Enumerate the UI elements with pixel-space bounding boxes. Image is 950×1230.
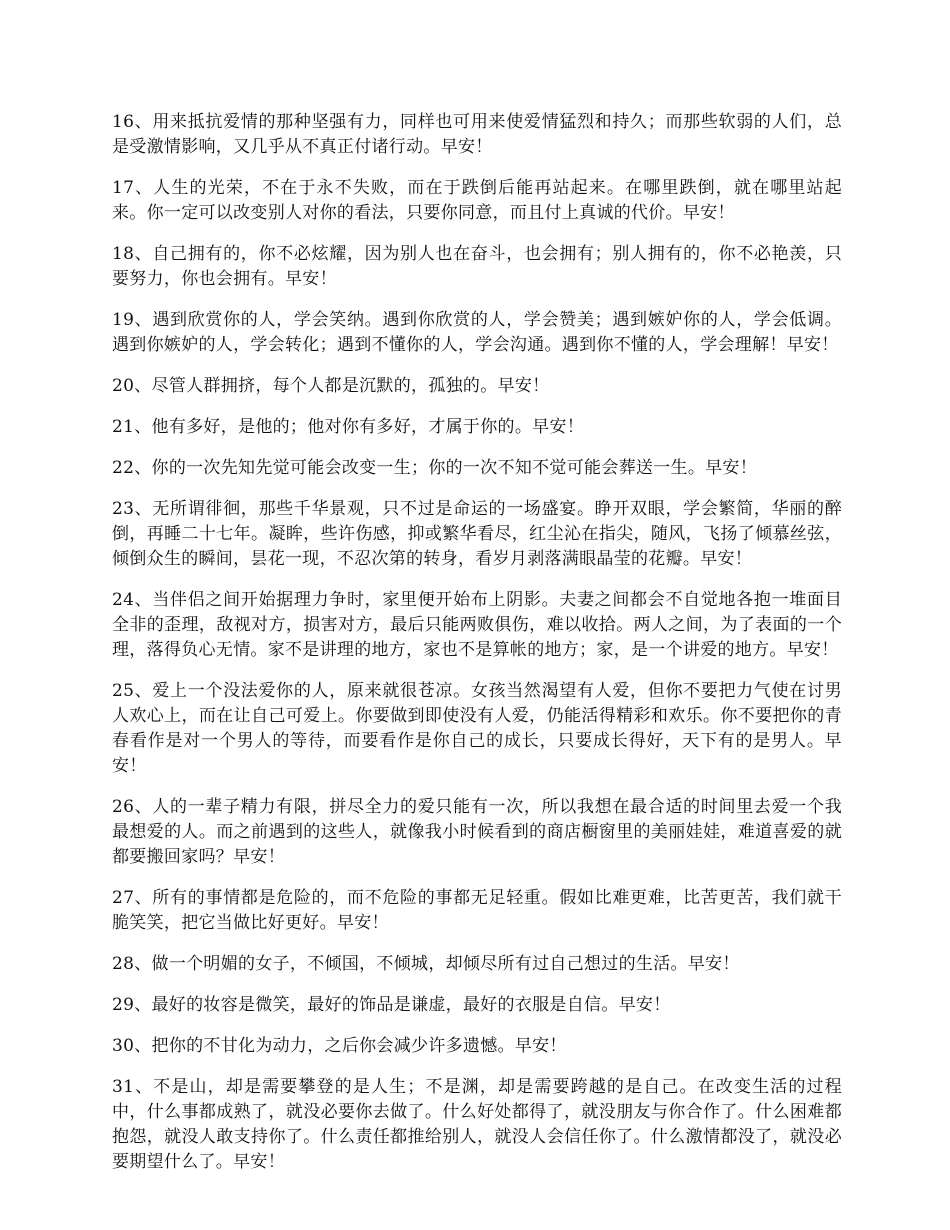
paragraph-29: 29、最好的妆容是微笑，最好的饰品是谦虚，最好的衣服是自信。早安！ bbox=[112, 995, 671, 1015]
paragraph-27: 27、所有的事情都是危险的，而不危险的事都无足轻重。假如比难更难，比苦更苦，我们就干脆笑笑，把它当做比好更好。早安！ bbox=[112, 888, 842, 933]
paragraph-25: 25、爱上一个没法爱你的人，原来就很苍凉。女孩当然渴望有人爱，但你不要把力气使在讨男人欢心上，而在让自己可爱上。你要做到即使没有人爱，仍能活得精彩和欢乐。你不要把你的青春看作是对一个男人的等待，而要看作是你自己的成长，只要成长得好，天下有的是男人。早安！ bbox=[112, 681, 842, 776]
paragraph-17: 17、人生的光荣，不在于永不失败，而在于跌倒后能再站起来。在哪里跌倒，就在哪里站起来。你一定可以改变别人对你的看法，只要你同意，而且付上真诚的代价。早安！ bbox=[112, 178, 842, 223]
paragraph-31: 31、不是山，却是需要攀登的是人生；不是渊，却是需要跨越的是自己。在改变生活的过程中，什么事都成熟了，就没必要你去做了。什么好处都得了，就没朋友与你合作了。什么困难都抱怨，就没人敢支持你了。什么责任都推给别人，就没人会信任你了。什么激情都没了，就没必要期望什么了。早安！ bbox=[112, 1077, 842, 1172]
paragraph-26: 26、人的一辈子精力有限，拼尽全力的爱只能有一次，所以我想在最合适的时间里去爱一个我最想爱的人。而之前遇到的这些人，就像我小时候看到的商店橱窗里的美丽娃娃，难道喜爱的就都要搬回家吗？早安！ bbox=[112, 797, 842, 867]
paragraph-19: 19、遇到欣赏你的人，学会笑纳。遇到你欣赏的人，学会赞美；遇到嫉妒你的人，学会低调。遇到你嫉妒的人，学会转化；遇到不懂你的人，学会沟通。遇到你不懂的人，学会理解！早安！ bbox=[112, 310, 842, 355]
document-body bbox=[112, 110, 842, 1191]
paragraph-24: 24、当伴侣之间开始据理力争时，家里便开始布上阴影。夫妻之间都会不自觉地各抱一堆面目全非的歪理，敌视对方，损害对方，最后只能两败俱伤，难以收拾。两人之间，为了表面的一个理，落得负心无情。家不是讲理的地方，家也不是算帐的地方；家，是一个讲爱的地方。早安！ bbox=[112, 590, 842, 660]
paragraph-23: 23、无所谓徘徊，那些千华景观，只不过是命运的一场盛宴。睁开双眼，学会繁简，华丽的醉倒，再睡二十七年。凝眸，些许伤感，抑或繁华看尽，红尘沁在指尖，随风，飞扬了倾慕丝弦，倾倒众生的瞬间，昙花一现，不忍次第的转身，看岁月剥落满眼晶莹的花瓣。早安！ bbox=[112, 499, 842, 569]
paragraph-22: 22、你的一次先知先觉可能会改变一生；你的一次不知不觉可能会葬送一生。早安！ bbox=[112, 458, 758, 478]
paragraph-30: 30、把你的不甘化为动力，之后你会减少许多遗憾。早安！ bbox=[112, 1036, 567, 1056]
paragraph-28: 28、做一个明媚的女子，不倾国，不倾城，却倾尽所有过自己想过的生活。早安！ bbox=[112, 954, 740, 974]
paragraph-16: 16、用来抵抗爱情的那种坚强有力，同样也可用来使爱情猛烈和持久；而那些软弱的人们，总是受激情影响，又几乎从不真正付诸行动。早安！ bbox=[112, 112, 842, 157]
paragraph-20: 20、尽管人群拥挤，每个人都是沉默的，孤独的。早安！ bbox=[112, 376, 550, 396]
paragraph-18: 18、自己拥有的，你不必炫耀，因为别人也在奋斗，也会拥有；别人拥有的，你不必艳羡，只要努力，你也会拥有。早安！ bbox=[112, 244, 842, 289]
paragraph-21: 21、他有多好，是他的；他对你有多好，才属于你的。早安！ bbox=[112, 417, 585, 437]
